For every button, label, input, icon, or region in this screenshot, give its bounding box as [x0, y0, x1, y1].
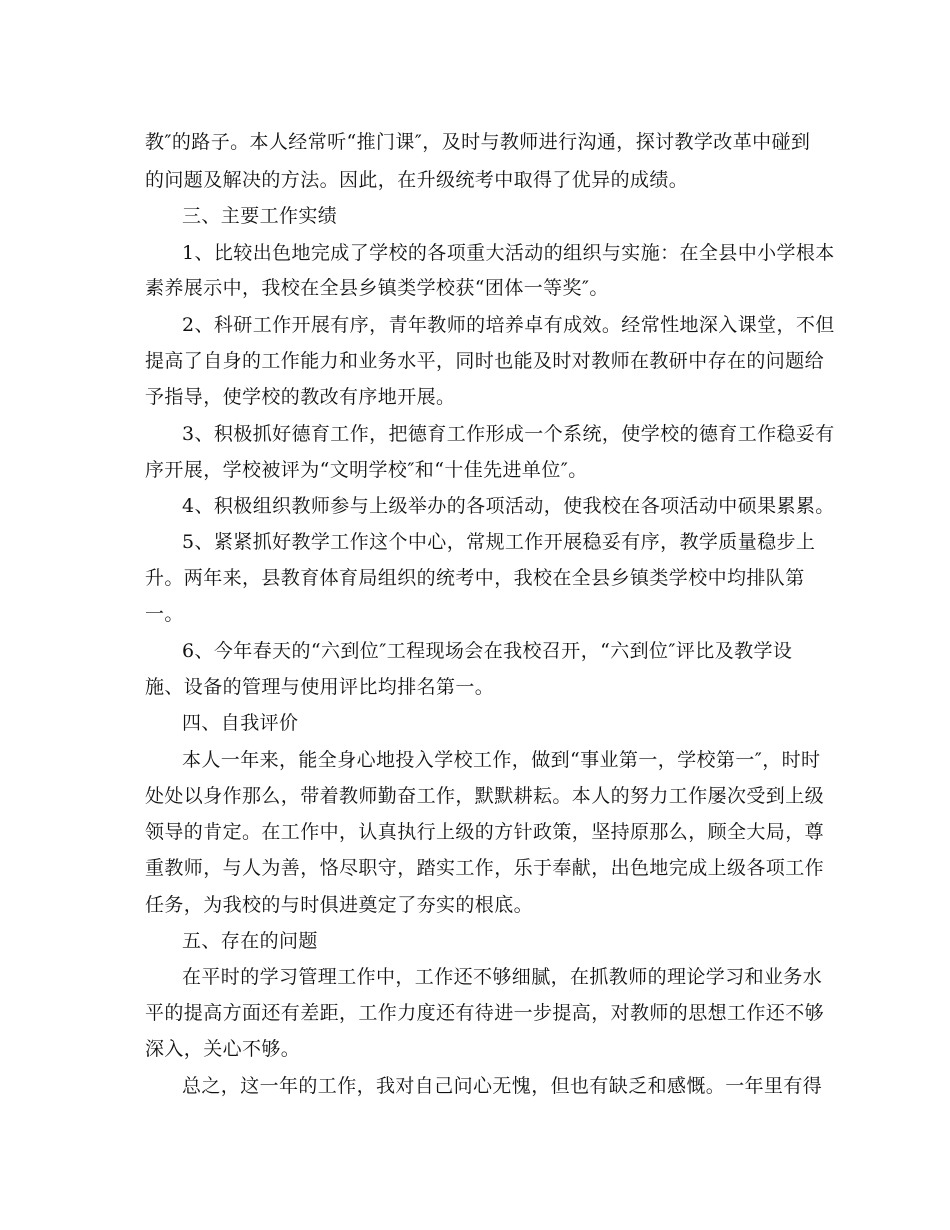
- text-line: 升。两年来，县教育体育局组织的统考中，我校在全县乡镇类学校中均排队第: [145, 567, 805, 589]
- text-line: 总之，这一年的工作，我对自己问心无愧，但也有缺乏和感慨。一年里有得: [182, 1075, 823, 1097]
- text-line: 平的提高方面还有差距，工作力度还有待进一步提高，对教师的思想工作还不够: [145, 1002, 825, 1024]
- text-line: 在平时的学习管理工作中，工作还不够细腻，在抓教师的理论学习和业务水: [182, 966, 823, 988]
- section-heading: 三、主要工作实绩: [182, 205, 338, 227]
- text-line: 本人一年来，能全身心地投入学校工作，做到“事业第一，学校第一″，时时: [182, 749, 821, 771]
- text-line: 一。: [145, 603, 184, 625]
- text-line: 领导的肯定。在工作中，认真执行上级的方针政策，坚持原那么，顾全大局，尊: [145, 821, 825, 843]
- text-line: 5、紧紧抓好教学工作这个中心，常规工作开展稳妥有序，教学质量稳步上: [182, 531, 816, 553]
- text-line: 6、今年春天的“六到位″工程现场会在我校召开，“六到位″评比及教学设: [182, 640, 793, 662]
- text-line: 重教师，与人为善，恪尽职守，踏实工作，乐于奉献，出色地完成上级各项工作: [145, 857, 825, 879]
- text-line: 序开展，学校被评为“文明学校″和“十佳先进单位″。: [145, 459, 588, 481]
- text-line: 予指导，使学校的教改有序地开展。: [145, 386, 456, 408]
- text-line: 任务，为我校的与时俱进奠定了夯实的根底。: [145, 894, 534, 916]
- text-line: 教″的路子。本人经常听“推门课″，及时与教师进行沟通，探讨教学改革中碰到: [145, 131, 811, 153]
- text-line: 施、设备的管理与使用评比均排名第一。: [145, 676, 495, 698]
- text-line: 处处以身作那么，带着教师勤奋工作，默默耕耘。本人的努力工作屡次受到上级: [145, 785, 825, 807]
- text-line: 3、积极抓好德育工作，把德育工作形成一个系统，使学校的德育工作稳妥有: [182, 423, 835, 445]
- text-line: 素养展示中，我校在全县乡镇类学校获“团体一等奖″。: [145, 277, 609, 299]
- text-line: 的问题及解决的方法。因此，在升级统考中取得了优异的成绩。: [145, 169, 689, 191]
- text-line: 4、积极组织教师参与上级举办的各项活动，使我校在各项活动中硕果累累。: [182, 495, 835, 517]
- text-line: 1、比较出色地完成了学校的各项重大活动的组织与实施：在全县中小学根本: [182, 242, 835, 264]
- text-line: 提高了自身的工作能力和业务水平，同时也能及时对教师在教研中存在的问题给: [145, 350, 825, 372]
- section-heading: 五、存在的问题: [182, 930, 318, 952]
- text-line: 2、科研工作开展有序，青年教师的培养卓有成效。经常性地深入课堂，不但: [182, 314, 835, 336]
- text-line: 深入，关心不够。: [145, 1038, 301, 1060]
- section-heading: 四、自我评价: [182, 712, 299, 734]
